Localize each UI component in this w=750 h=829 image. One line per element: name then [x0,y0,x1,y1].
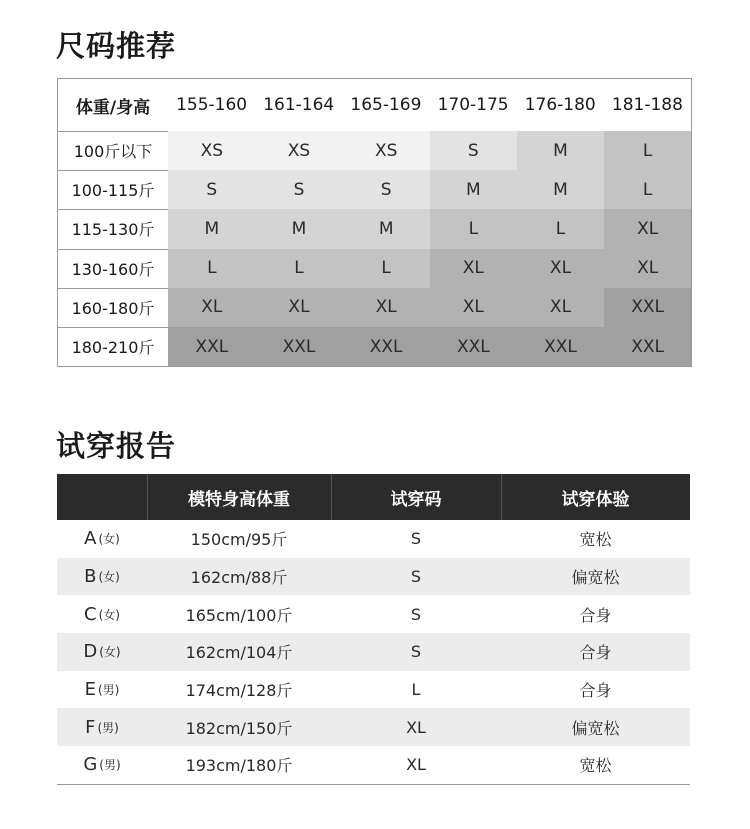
model-gender: (女) [98,570,120,585]
size-cell: L [604,131,692,171]
header-separator [501,474,502,520]
model-label [57,520,147,558]
model-gender: (男) [99,758,121,773]
size-cell: XL [168,288,256,328]
report-row [57,708,690,746]
model-letter: B [84,566,97,588]
size-cell: M [255,209,343,249]
report-row [57,595,690,633]
model-letter: D [83,641,98,663]
model-label [57,671,147,709]
weight-label: 115-130斤 [71,220,155,240]
report-row [57,633,690,671]
height-header: 165-169 [350,95,422,115]
size-cell: XXL [604,327,692,367]
row-divider [58,288,168,289]
size-cell: L [342,249,430,289]
try-on-size: XL [406,717,426,737]
model-body-measure: 174cm/128斤 [185,681,293,701]
height-header: 176-180 [524,95,596,115]
report-header-row [57,474,690,520]
model-letter: E [84,679,96,701]
size-cell: L [168,249,256,289]
size-cell: M [430,170,518,210]
size-cell: XL [604,249,692,289]
height-header: 181-188 [611,95,683,115]
weight-label: 100-115斤 [71,181,155,201]
fit-experience: 合身 [579,681,612,701]
model-body-measure: 182cm/150斤 [185,718,293,738]
try-on-size: S [410,567,422,587]
fit-experience: 宽松 [579,756,612,776]
size-cell: XXL [517,327,605,367]
row-divider [58,249,168,250]
model-label [57,746,147,784]
try-on-size: XL [406,755,426,775]
report-body [57,520,690,784]
size-cell: L [604,170,692,210]
size-cell: XS [168,131,256,171]
size-cell: S [168,170,256,210]
fit-experience: 偏宽松 [571,568,620,588]
size-cell: S [342,170,430,210]
try-on-size: L [411,680,421,700]
size-recommendation-title: 尺码推荐 [56,29,177,63]
model-letter: F [85,716,96,738]
size-cell: XXL [430,327,518,367]
model-body-measure: 150cm/95斤 [190,530,288,550]
model-gender: (女) [98,532,120,547]
report-bottom-border [57,784,690,785]
report-header-cell [57,474,147,520]
try-on-size: S [410,529,422,549]
report-header-cell: 试穿体验 [561,489,630,510]
size-cell: XL [430,249,518,289]
report-row [57,746,690,784]
size-cell: XXL [255,327,343,367]
row-divider [58,170,168,171]
model-letter: C [84,603,97,625]
header-separator [147,474,148,520]
size-cell: M [168,209,256,249]
size-cell: L [517,209,605,249]
report-header-cell: 试穿码 [390,489,442,510]
fit-experience: 宽松 [579,530,612,550]
model-body-measure: 165cm/100斤 [185,605,293,625]
weight-label: 160-180斤 [71,298,155,318]
row-divider [58,327,168,328]
model-gender: (女) [99,645,121,660]
try-on-report-title: 试穿报告 [56,429,177,463]
model-letter: A [84,528,97,550]
size-cell: S [255,170,343,210]
report-row [57,671,690,709]
model-gender: (男) [98,683,120,698]
size-cell: L [430,209,518,249]
model-body-measure: 162cm/104斤 [185,643,293,663]
height-header: 161-164 [263,95,335,115]
model-body-measure: 193cm/180斤 [185,756,293,776]
report-row [57,558,690,596]
header-separator [331,474,332,520]
row-divider [58,209,168,210]
size-cell: XS [342,131,430,171]
size-cell: XL [255,288,343,328]
model-label [57,595,147,633]
model-gender: (女) [98,607,120,622]
try-on-size: S [410,604,422,624]
weight-label: 180-210斤 [71,337,155,357]
fit-experience: 偏宽松 [571,718,620,738]
size-cell: M [342,209,430,249]
fit-experience: 合身 [579,643,612,663]
try-on-report-table [57,474,690,785]
size-cell: XS [255,131,343,171]
size-cell: XL [604,209,692,249]
height-header: 155-160 [176,95,248,115]
fit-experience: 合身 [579,605,612,625]
model-label [57,708,147,746]
report-header-cell: 模特身高体重 [188,489,290,510]
model-letter: G [83,754,98,776]
weight-label: 100斤以下 [73,142,153,162]
weight-label: 130-160斤 [71,259,155,279]
size-cell: XL [517,249,605,289]
model-body-measure: 162cm/88斤 [190,568,288,588]
size-cell: XXL [168,327,256,367]
size-chart [57,78,692,367]
size-chart-corner-label: 体重/身高 [75,97,151,118]
size-cell: XXL [342,327,430,367]
model-gender: (男) [97,720,119,735]
size-cell: XL [517,288,605,328]
size-cell: XL [342,288,430,328]
model-label [57,558,147,596]
size-cell: M [517,131,605,171]
try-on-size: S [410,642,422,662]
model-label [57,633,147,671]
size-cell: M [517,170,605,210]
height-header: 170-175 [437,95,509,115]
size-cell: L [255,249,343,289]
size-cell: S [430,131,518,171]
report-row [57,520,690,558]
size-cell: XL [430,288,518,328]
size-cell: XXL [604,288,692,328]
